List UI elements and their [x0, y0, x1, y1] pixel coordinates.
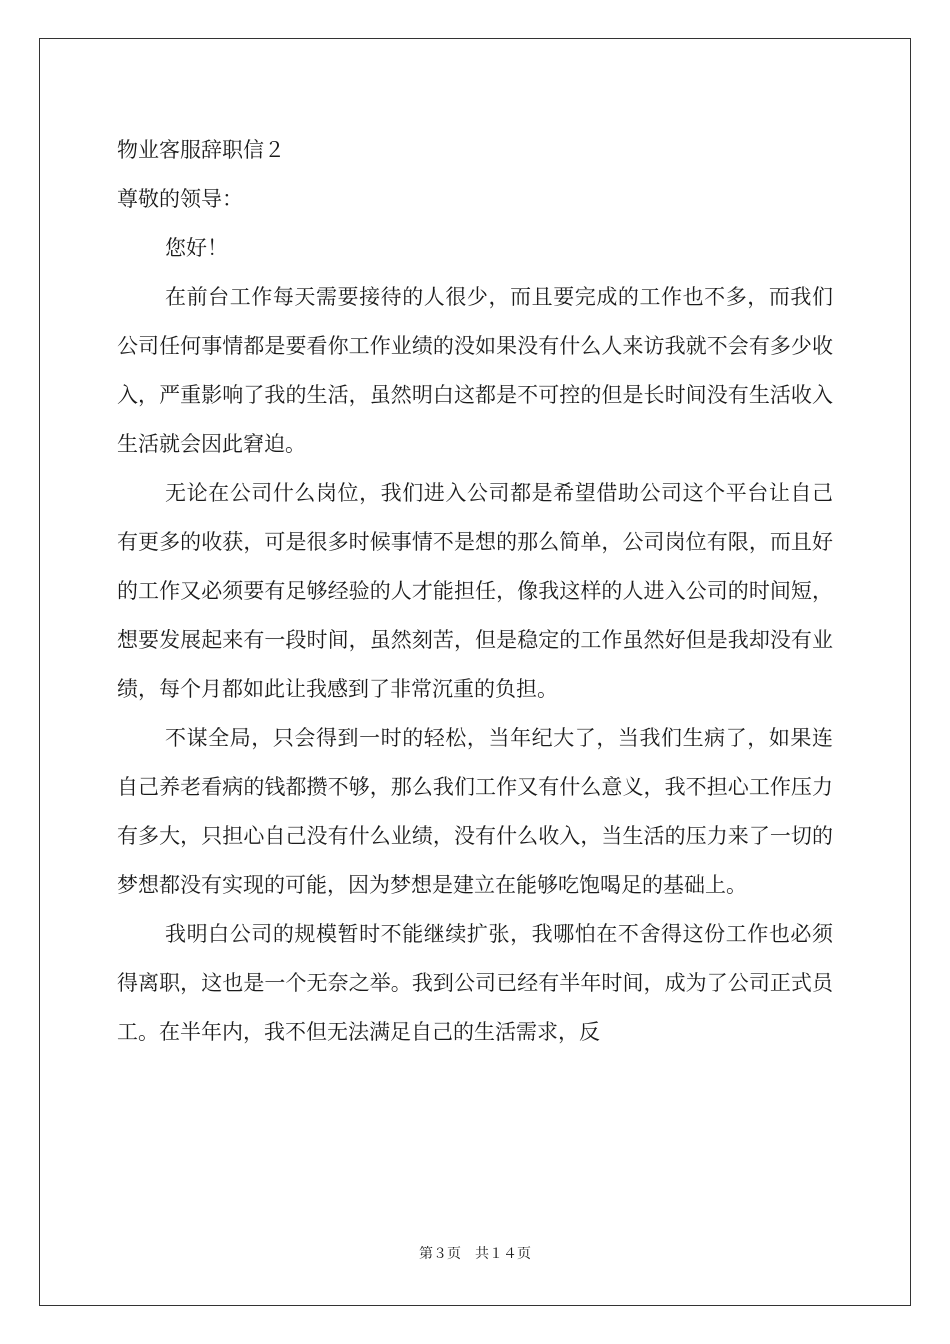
page-footer — [0, 1244, 950, 1264]
paragraph-2: 无论在公司什么岗位，我们进入公司都是希望借助公司这个平台让自己有更多的收获，可是很多时候事情不是想的那么简单，公司岗位有限，而且好的工作又必须要有足够经验的人才能担任，像我这样的人进入公司的时间短，想要发展起来有一段时间，虽然刻苦，但是稳定的工作虽然好但是我却没有业绩，每个月都如此让我感到了非常沉重的负担。 — [117, 481, 833, 701]
greeting: 您好！ — [165, 236, 228, 260]
document-title: 物业客服辞职信２ — [117, 138, 285, 162]
page-number: 第３页 — [419, 1246, 461, 1262]
paragraph-4: 我明白公司的规模暂时不能继续扩张，我哪怕在不舍得这份工作也必须得离职，这也是一个无奈之举。我到公司已经有半年时间，成为了公司正式员工。在半年内，我不但无法满足自己的生活需求，反 — [117, 922, 833, 1044]
paragraph-3: 不谋全局，只会得到一时的轻松，当年纪大了，当我们生病了，如果连自己养老看病的钱都攒不够，那么我们工作又有什么意义，我不担心工作压力有多大，只担心自己没有什么业绩，没有什么收入，当生活的压力来了一切的梦想都没有实现的可能，因为梦想是建立在能够吃饱喝足的基础上。 — [117, 726, 833, 897]
document-body — [117, 126, 833, 1057]
salutation: 尊敬的领导： — [117, 187, 243, 211]
page-total: 共１４页 — [475, 1246, 531, 1262]
paragraph-1: 在前台工作每天需要接待的人很少，而且要完成的工作也不多，而我们公司任何事情都是要看你工作业绩的没如果没有什么人来访我就不会有多少收入，严重影响了我的生活，虽然明白这都是不可控的但是长时间没有生活收入生活就会因此窘迫。 — [117, 285, 833, 456]
